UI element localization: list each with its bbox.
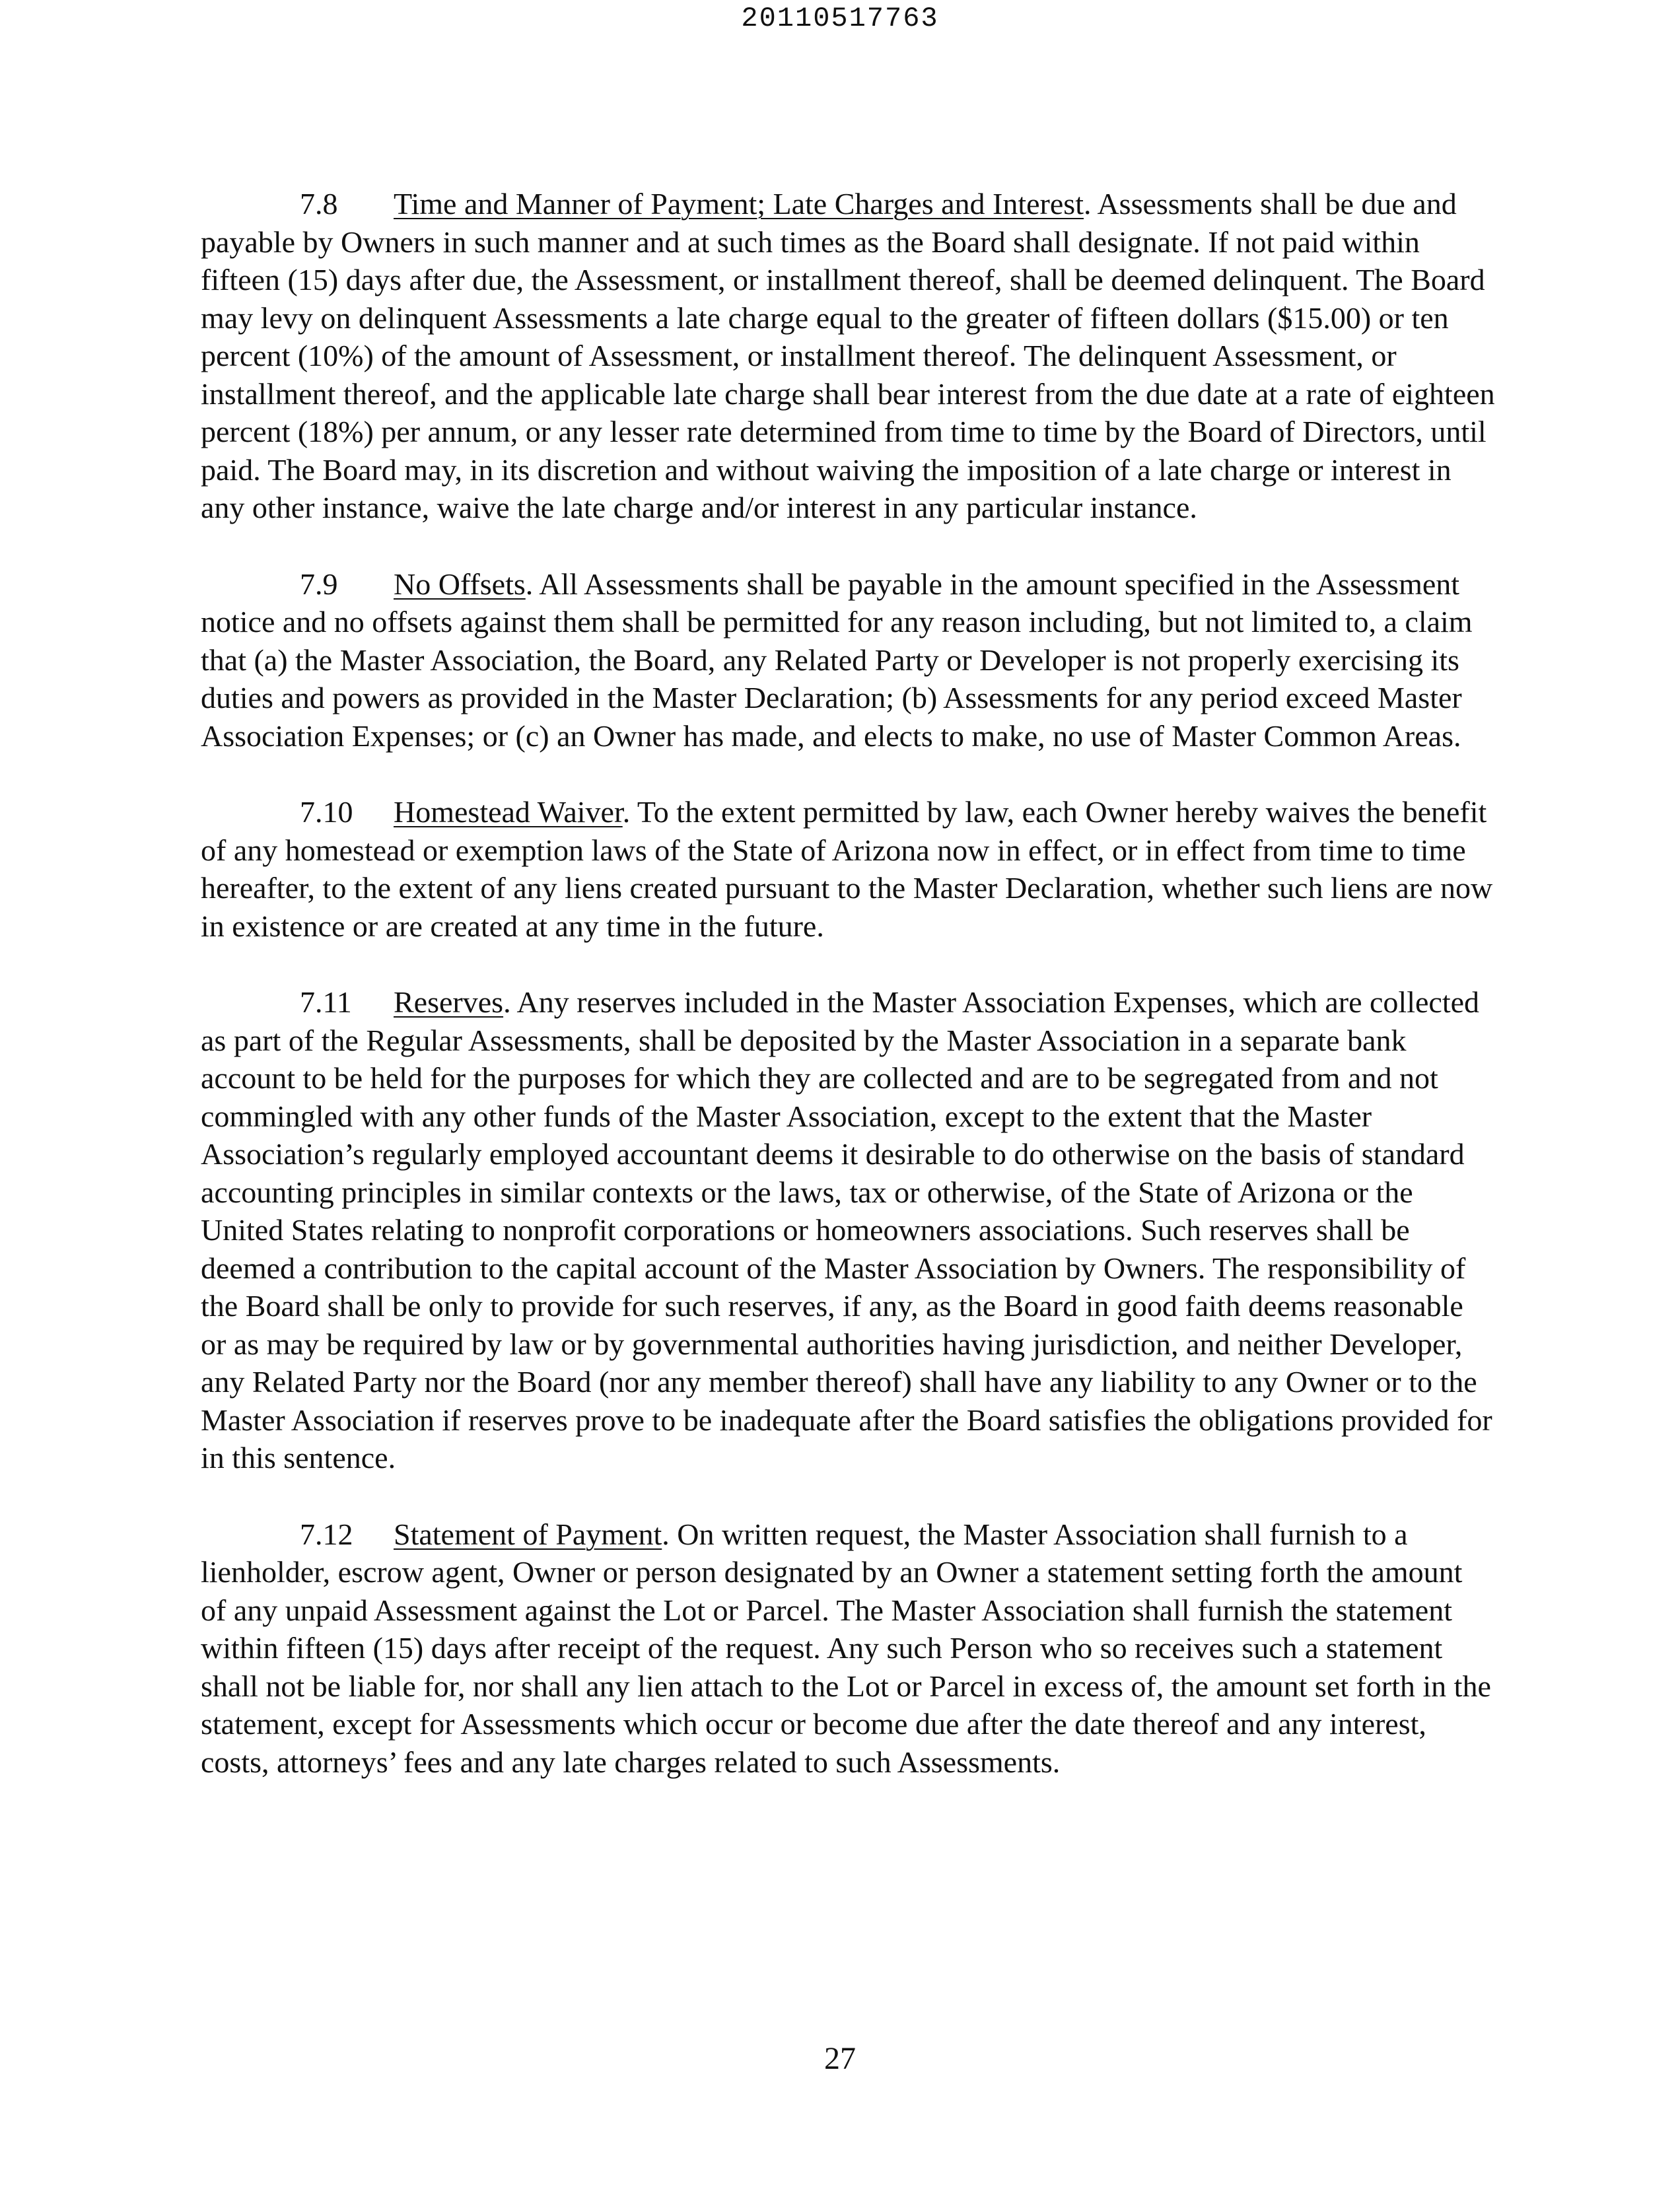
section-7-10: 7.10 Homestead Waiver. To the extent permitted by law, each Owner hereby waives the benefit of any homestead or exemption laws of the State of Arizona now in effect, or in effect from time to time hereafter, to the extent of any liens created pursuant to the Master Declaration, whether such liens are now in existence or are created at any time in the future. xyxy=(201,793,1495,945)
section-heading: No Offsets xyxy=(394,567,526,601)
section-number: 7.8 xyxy=(300,187,338,221)
document-body xyxy=(201,185,1495,1819)
section-7-9: 7.9 No Offsets. All Assessments shall be payable in the amount specified in the Assessment notice and no offsets against them shall be permitted for any reason including, but not limited to, a claim that (a) the Master Association, the Board, any Related Party or Developer is not properly exercising its duties and powers as provided in the Master Declaration; (b) Assessments for any period exceed Master Association Expenses; or (c) an Owner has made, and elects to make, no use of Master Common Areas. xyxy=(201,565,1495,755)
section-heading: Statement of Payment xyxy=(394,1517,662,1551)
section-7-11: 7.11 Reserves. Any reserves included in the Master Association Expenses, which are collected as part of the Regular Assessments, shall be deposited by the Master Association in a separate bank account to be held for the purposes for which they are collected and are to be segregated from and not commingled with any other funds of the Master Association, except to the extent that the Master Association’s regularly employed accountant deems it desirable to do otherwise on the basis of standard accounting principles in similar contexts or the laws, tax or otherwise, of the State of Arizona or the United States relating to nonprofit corporations or homeowners associations. Such reserves shall be deemed a contribution to the capital account of the Master Association by Owners. The responsibility of the Board shall be only to provide for such reserves, if any, as the Board in good faith deems reasonable or as may be required by law or by governmental authorities having jurisdiction, and neither Developer, any Related Party nor the Board (nor any member thereof) shall have any liability to any Owner or to the Master Association if reserves prove to be inadequate after the Board satisfies the obligations provided for in this sentence. xyxy=(201,983,1495,1477)
section-text: On written request, the Master Association shall furnish to a lienholder, escrow agent, Owner or person designated by an Owner a statement setting forth the amount of any unpaid Assessment against the Lot or Parcel. The Master Association shall furnish the statement within fifteen (15) days after receipt of the request. Any such Person who so receives such a statement shall not be liable for, nor shall any lien attach to the Lot or Parcel in excess of, the amount set forth in the statement, except for Assessments which occur or become due after the date thereof and any interest, costs, attorneys’ fees and any late charges related to such Assessments. xyxy=(201,1517,1491,1779)
section-7-12: 7.12 Statement of Payment. On written request, the Master Association shall furnish to a lienholder, escrow agent, Owner or person designated by an Owner a statement setting forth the amount of any unpaid Assessment against the Lot or Parcel. The Master Association shall furnish the statement within fifteen (15) days after receipt of the request. Any such Person who so receives such a statement shall not be liable for, nor shall any lien attach to the Lot or Parcel in excess of, the amount set forth in the statement, except for Assessments which occur or become due after the date thereof and any interest, costs, attorneys’ fees and any late charges related to such Assessments. xyxy=(201,1515,1495,1782)
section-number: 7.10 xyxy=(300,795,353,829)
section-text: All Assessments shall be payable in the amount specified in the Assessment notice and no offsets against them shall be permitted for any reason including, but not limited to, a claim that (a) the Master Association, the Board, any Related Party or Developer is not properly exercising its duties and powers as provided in the Master Declaration; (b) Assessments for any period exceed Master Association Expenses; or (c) an Owner has made, and elects to make, no use of Master Common Areas. xyxy=(201,567,1473,753)
section-7-8: 7.8 Time and Manner of Payment; Late Charges and Interest. Assessments shall be due and payable by Owners in such manner and at such times as the Board shall designate. If not paid within fifteen (15) days after due, the Assessment, or installment thereof, shall be deemed delinquent. The Board may levy on delinquent Assessments a late charge equal to the greater of fifteen dollars ($15.00) or ten percent (10%) of the amount of Assessment, or installment thereof. The delinquent Assessment, or installment thereof, and the applicable late charge shall bear interest from the due date at a rate of eighteen percent (18%) per annum, or any lesser rate determined from time to time by the Board of Directors, until paid. The Board may, in its discretion and without waiving the imposition of a late charge or interest in any other instance, waive the late charge and/or interest in any particular instance. xyxy=(201,185,1495,527)
recording-number: 20110517763 xyxy=(741,3,939,34)
section-number: 7.11 xyxy=(300,985,352,1019)
section-number: 7.9 xyxy=(300,567,338,601)
page-number: 27 xyxy=(824,2041,856,2076)
section-text: To the extent permitted by law, each Owner hereby waives the benefit of any homestead or exemption laws of the State of Arizona now in effect, or in effect from time to time hereafter, to the extent of any liens created pursuant to the Master Declaration, whether such liens are now in existence or are created at any time in the future. xyxy=(201,795,1493,943)
section-heading: Reserves xyxy=(394,985,504,1019)
section-heading: Time and Manner of Payment; Late Charges and Interest xyxy=(394,187,1084,221)
section-number: 7.12 xyxy=(300,1517,353,1551)
section-text: Assessments shall be due and payable by Owners in such manner and at such times as the Board shall designate. If not paid within fifteen (15) days after due, the Assessment, or installment thereof, shall be deemed delinquent. The Board may levy on delinquent Assessments a late charge equal to the greater of fifteen dollars ($15.00) or ten percent (10%) of the amount of Assessment, or installment thereof. The delinquent Assessment, or installment thereof, and the applicable late charge shall bear interest from the due date at a rate of eighteen percent (18%) per annum, or any lesser rate determined from time to time by the Board of Directors, until paid. The Board may, in its discretion and without waiving the imposition of a late charge or interest in any other instance, waive the late charge and/or interest in any particular instance. xyxy=(201,187,1495,524)
section-heading: Homestead Waiver xyxy=(394,795,623,829)
section-text: Any reserves included in the Master Association Expenses, which are collected as part of the Regular Assessments, shall be deposited by the Master Association in a separate bank account to be held for the purposes for which they are collected and are to be segregated from and not commingled with any other funds of the Master Association, except to the extent that the Master Association’s regularly employed accountant deems it desirable to do otherwise on the basis of standard accounting principles in similar contexts or the laws, tax or otherwise, of the State of Arizona or the United States relating to nonprofit corporations or homeowners associations. Such reserves shall be deemed a contribution to the capital account of the Master Association by Owners. The responsibility of the Board shall be only to provide for such reserves, if any, as the Board in good faith deems reasonable or as may be required by law or by governmental authorities having jurisdiction, and neither Developer, any Related Party nor the Board (nor any member thereof) shall have any liability to any Owner or to the Master Association if reserves prove to be inadequate after the Board satisfies the obligations provided for in this sentence. xyxy=(201,985,1492,1475)
